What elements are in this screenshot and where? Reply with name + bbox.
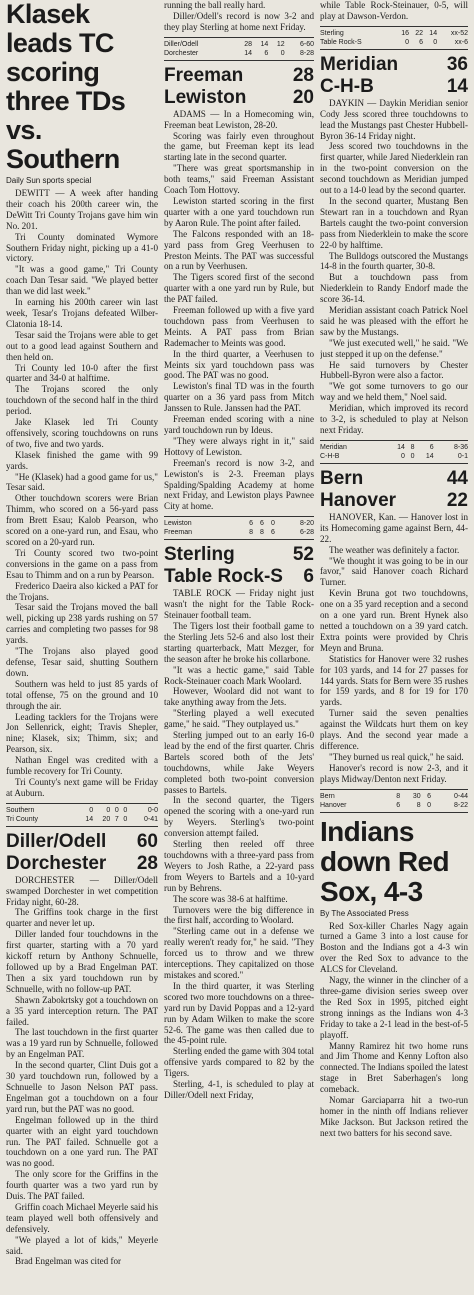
paragraph: "They were always right in it," said Hottovy of Lewiston.	[164, 435, 314, 457]
paragraph: Southern was held to just 85 yards of total offense, 75 on the ground and 10 through the air.	[6, 678, 158, 711]
paragraph: The last touchdown in the first quarter was a 19 yard run by Schnuelle, followed by an Engelman PAT.	[6, 1027, 158, 1060]
paragraph: Manny Ramirez hit two home runs and Jim Thome and Kenny Lofton also connected. The Indians spoiled the latest stage in Bret Saberhagen's long comeback.	[320, 1040, 468, 1095]
paragraph: The score was 38-6 at halftime.	[173, 893, 288, 904]
paragraph: "The Trojans also played good defense, Tesar said, shutting Southern down.	[6, 646, 158, 678]
score-cell: 0	[410, 452, 415, 460]
paragraph: Turnovers were the big difference in the first half, according to Woolard.	[164, 904, 314, 926]
paragraph: "They burned us real quick," he said.	[329, 751, 464, 762]
team-name: Lewiston	[164, 86, 247, 108]
subhead-row	[320, 490, 468, 512]
paragraph: Statistics for Hanover were 32 rushes for 103 yards, and 14 for 27 passes for 144 yards. Stats for Bern were 35 rushes for 159 yards, and 8 for 19 for 170 yards.	[320, 653, 468, 708]
table-row	[164, 49, 314, 58]
subhead-row	[320, 468, 468, 490]
score-cell: 6	[260, 520, 264, 528]
team-name: Meridian	[320, 443, 347, 451]
team-score: 28	[136, 852, 158, 874]
score-cell: 0	[123, 806, 128, 814]
paragraph: Klasek finished the game with 99 yards.	[6, 449, 158, 471]
team-score: 22	[446, 489, 468, 511]
linescore-box	[164, 516, 314, 540]
subhead-row	[164, 566, 314, 588]
paragraph: Sterling ended the game with 304 total offensive yards compared to 82 by the Tigers.	[164, 1046, 314, 1079]
team-score: 60	[136, 830, 158, 852]
score-cell: 14	[425, 452, 434, 460]
score-cell: 14	[429, 29, 438, 37]
subhead-row	[320, 76, 468, 98]
paragraph: In the second quarter, Clint Duis got a 30 yard touchdown run, followed by a Schnuelle to Jason Nelson PAT pass. Engelman got a touchdown on a four yard run, but the PAT was no good.	[6, 1060, 158, 1114]
score-cell: 22	[415, 29, 424, 37]
score-cell: 8	[396, 792, 401, 800]
paragraph: Hanover's record is now 2-3, and it plays Midway/Denton next Friday.	[320, 762, 468, 784]
paragraph: Tesar said the Trojans moved the ball well, picking up 238 yards rushing on 57 carries and completing two passes for 98 yards.	[6, 602, 158, 646]
paragraph: DEWITT — A week after handing their coach his 200th career win, the DeWitt Tri County Trojans gave him win No. 201.	[6, 188, 158, 231]
paragraph: "It was a hectic game," said Table Rock-Steinauer coach Mark Woolard.	[164, 664, 314, 686]
score-cell: 7	[114, 815, 119, 823]
team-name: Sterling	[164, 544, 235, 566]
team-score: 36	[446, 53, 468, 75]
paragraph: "He (Klasek) had a good game for us," Tesar said.	[6, 471, 158, 493]
paragraph: Sterling, 4-1, is scheduled to play at Diller/Odell next Friday,	[164, 1079, 314, 1100]
score-cell: 8	[249, 529, 254, 537]
score-cell: 6	[429, 443, 434, 451]
score-cell: 0	[89, 806, 94, 814]
team-name: Table Rock-S	[164, 566, 283, 588]
team-score: 28	[292, 64, 314, 86]
score-cell: 14	[244, 49, 252, 57]
subhead-row	[6, 831, 158, 853]
paragraph: DORCHESTER — Diller/Odell swamped Dorchester in wet competition Friday night, 60-28.	[6, 874, 158, 907]
team-name: Sterling	[320, 29, 344, 37]
linescore-box	[320, 789, 468, 813]
paragraph: DAYKIN — Daykin Meridian senior Cody Jess scored three touchdowns to lead the Mustangs past Chester Hubbell-Byron 36-14 Friday night.	[320, 97, 468, 141]
paragraph: Sterling jumped out to an early 16-0 lead by the end of the first quarter. Chris Bartels scored both of the Jets' touchdowns, while Jake Weyers completed both two-point conversion passes to Bartels.	[164, 730, 314, 795]
team-name: Tri County	[6, 815, 39, 823]
paragraph: The Bulldogs outscored the Mustangs 14-8 in the fourth quarter, 30-8.	[320, 250, 468, 272]
linescore-box	[320, 440, 468, 464]
table-row	[6, 806, 158, 815]
article-diller	[6, 875, 158, 1268]
paragraph: running the ball really hard.	[164, 0, 266, 10]
score-cell: 8	[410, 443, 415, 451]
article-indians	[320, 921, 468, 1139]
paragraph: Lewiston's final TD was in the fourth quarter on a 36 yard pass from Mitch Janssen to Rule. Janssen had the PAT.	[164, 381, 314, 414]
paragraph: Griffin coach Michael Meyerle said his team played well both offensively and defensively.	[6, 1201, 158, 1234]
paragraph: The only score for the Griffins in the fourth quarter was a two yard run by Duis. The PAT failed.	[6, 1169, 158, 1202]
table-row	[320, 801, 468, 810]
paragraph: The Falcons responded with an 18-yard pass from Greg Veerhusen to Preston Meints. The PAT was successful on a run by Veerhusen.	[164, 228, 314, 272]
score-cell: 8	[416, 801, 421, 809]
paragraph: HANOVER, Kan. — Hanover lost in its Homecoming game against Bern, 44-22.	[320, 511, 468, 544]
paragraph: Diller landed four touchdowns in the first quarter, starting with a 70 yard kickoff return by Anthony Schnuelle, followed up by a Brad Engelman PAT. Then a six yard touchdown run by Schnuelle, with no follow-up PAT.	[6, 929, 158, 994]
score-cell: 0-0	[147, 806, 158, 814]
paragraph: Turner said the seven penalties against the Wildcats hurt them on key plays. And the second year made a difference.	[320, 708, 468, 751]
score-cell: 0	[427, 801, 431, 809]
paragraph: "It was a good game," Tri County coach Dan Tesar said. "We played better than we did last week."	[6, 264, 158, 297]
paragraph: Nomar Garciaparra hit a two-run homer in the ninth off Indians reliever Mike Jackson. But Jackson retired the next two batters for his second save.	[320, 1095, 468, 1138]
paragraph: In earning his 200th career win last week, Tesar's Trojans defeated Wilber-Clatonia 18-14.	[6, 297, 158, 329]
byline: Daily Sun sports special	[6, 176, 92, 185]
article-hanover	[320, 512, 468, 785]
score-cell: 16	[401, 29, 410, 37]
team-score: 20	[292, 86, 314, 108]
team-name: Diller/Odell	[164, 40, 199, 48]
paragraph: But a touchdown pass from Niederklein to Randy Endorf made the score 36-14.	[320, 272, 468, 305]
subhead-row	[6, 853, 158, 875]
score-cell: 8	[260, 529, 264, 537]
team-name: Table Rock-S	[320, 38, 362, 46]
score-cell: 12	[276, 40, 285, 48]
subhead-row	[164, 544, 314, 566]
paragraph: Red Sox-killer Charles Nagy again turned a Game 3 into a lost cause for Boston and the Indians got a 4-3 win over the Red Sox to advance to the ALCS for Cleveland.	[320, 920, 468, 975]
score-cell: 8-28	[299, 49, 314, 57]
team-name: C-H-B	[320, 452, 340, 460]
score-cell: 6-60	[299, 40, 314, 48]
headline-klasek: Klasek leads TC scoring three TDs vs. Southern	[6, 0, 126, 174]
paragraph: Shawn Zabokrtsky got a touchdown on a 35 yard interception return. The PAT failed.	[6, 994, 158, 1027]
headline-indians: Indians down Red Sox, 4-3	[320, 815, 449, 907]
team-name: Dorchester	[164, 49, 199, 57]
team-name: Hanover	[320, 801, 347, 809]
paragraph: In the second quarter, the Tigers opened the scoring with a one-yard run by Weyers. Sterling's two-point conversion attempt failed.	[164, 795, 314, 839]
team-score: 6	[303, 566, 314, 588]
paragraph: "There was great sportsmanship in both teams," said Freeman Assistant Coach Tom Hottovy.	[164, 163, 314, 196]
paragraph: Tri County led 10-0 after the first quarter and 34-0 at halftime.	[6, 362, 158, 384]
score-cell: 30	[412, 792, 421, 800]
paragraph: Tri County dominated Wymore Southern Friday night, picking up a 41-0 victory.	[6, 231, 158, 264]
byline: By The Associated Press	[320, 908, 409, 918]
paragraph: Nagy, the winner in the clincher of a three-game division series sweep over the Red Sox in 1995, pitched eight strong innings as the Indians won 4-3 Friday to take a 2-1 lead in the best-of-5 playoff.	[320, 975, 468, 1040]
score-cell: 6	[396, 801, 401, 809]
paragraph: "Sterling came out in a defense we really weren't ready for," he said. "They forced us to throw and we threw interceptions. They capitalized on those mistakes and scored."	[164, 926, 314, 980]
score-cell: 14	[397, 443, 405, 451]
table-row	[320, 443, 468, 452]
score-cell: 0	[123, 815, 128, 823]
score-cell: 8-22	[453, 801, 468, 809]
score-cell: 0-1	[457, 452, 468, 460]
paragraph: Meridian assistant coach Patrick Noel said he was pleased with the effort he saw by the Mustangs.	[320, 305, 468, 337]
paragraph: Tesar said the Trojans were able to get out to a good lead against Southern and then held on.	[6, 329, 158, 362]
score-cell: 8-20	[299, 520, 314, 528]
paragraph: The Trojans scored the only touchdown of the second half in the third period.	[6, 384, 158, 417]
team-name: Southern	[6, 806, 35, 814]
article-sterling	[164, 588, 314, 1101]
score-cell: 6	[249, 520, 254, 528]
team-name: Lewiston	[164, 520, 192, 528]
table-row	[164, 519, 314, 528]
score-cell: 0-44	[453, 792, 468, 800]
paragraph: Other touchdown scorers were Brian Thimm, who scored on a 56-yard pass from Brett Esau; Kalob Pearson, who scored on a one-yard run, and Esau, who scored on a 20-yard run.	[6, 493, 158, 547]
score-cell: 0-41	[143, 815, 158, 823]
paragraph: while Table Rock-Steinauer, 0-5, will play at Dawson-Verdon.	[320, 0, 468, 21]
score-cell: xx-52	[450, 29, 468, 37]
paragraph: Freeman ended scoring with a nine yard touchdown run by Ideus.	[164, 414, 314, 435]
paragraph: Freeman's record is now 3-2, and Lewiston's is 2-3. Freeman plays Spalding/Spalding Academy at home next Friday, and Lewiston plays Pawnee City at home.	[164, 457, 314, 512]
paragraph: Tri County's next game will be Friday at Auburn.	[6, 776, 158, 798]
linescore-box	[6, 803, 158, 827]
subhead-row	[164, 65, 314, 87]
score-cell: 28	[244, 40, 252, 48]
paragraph: Jess scored two touchdowns in the first quarter, while Jared Niederklein ran in the two-point conversion on the second touchdown as Meridian jumped out to a 14-0 lead by the second quarter.	[320, 141, 468, 196]
paragraph: Tri County scored two two-point conversions in the game on a pass from Esau to Thimm and on a run by Pearson.	[6, 547, 158, 580]
linescore-box	[320, 26, 468, 50]
team-score: 44	[446, 467, 468, 489]
team-score: 52	[292, 544, 314, 566]
paragraph: He said turnovers by Chester Hubbell-Byron were also a factor.	[320, 359, 468, 381]
score-cell: 14	[260, 40, 269, 48]
article-meridian	[320, 98, 468, 436]
score-cell: 0	[433, 38, 438, 46]
paragraph: Diller/Odell's record is now 3-2 and they play Sterling at home next Friday.	[164, 10, 314, 32]
paragraph: Meridian, which improved its record to 3-2, is scheduled to play at Nelson next Friday.	[320, 403, 468, 435]
paragraph: "We got some turnovers to go our way and we held them," Noel said.	[320, 381, 468, 403]
paragraph: Lewiston started scoring in the first quarter with a one yard touchdown run by Aaron Rule. The point after failed.	[164, 195, 314, 228]
column-1	[6, 0, 158, 1267]
score-cell: 0	[270, 520, 275, 528]
score-cell: 0	[401, 452, 405, 460]
score-cell: 20	[102, 815, 111, 823]
team-name: C-H-B	[320, 75, 374, 97]
score-cell: 14	[85, 815, 94, 823]
paragraph: The weather was definitely a factor.	[329, 544, 460, 555]
team-name: Diller/Odell	[6, 830, 107, 852]
paragraph: In the third quarter, it was Sterling scored two more touchdowns on a three-yard run by David Poppas and a 12-yard run by Adam Wilken to make the score 52-6. The game was then called due to the 45-point rule.	[164, 980, 314, 1046]
paragraph: "We played a lot of kids," Meyerle said.	[6, 1234, 158, 1256]
paragraph: The Griffins took charge in the first quarter and never let up.	[6, 907, 158, 929]
paragraph: Leading tacklers for the Trojans were Jon Sellenrick, eight; Travis Shepler, nine; Klasek, six; Thimm, six; and Pearson, six.	[6, 711, 158, 755]
score-cell: 0	[114, 806, 119, 814]
paragraph: "We just executed well," he said. "We just stepped it up on the defense."	[320, 337, 468, 359]
score-cell: xx-6	[454, 38, 468, 46]
table-row	[164, 40, 314, 49]
team-name: Hanover	[320, 489, 397, 511]
score-cell: 6	[264, 49, 269, 57]
paragraph: Nathan Engel was credited with a fumble recovery for Tri County.	[6, 755, 158, 777]
paragraph: Brad Engelman was cited for	[15, 1256, 122, 1267]
table-row	[320, 38, 468, 47]
paragraph: Kevin Bruna got two touchdowns, one on a 35 yard reception and a second on a one yard run. Brent Hynek also netted a touchdown on a 39 yard catch. Extra points were provided by Chris Meyn and Bruna.	[320, 588, 468, 653]
team-name: Dorchester	[6, 852, 107, 874]
team-name: Bern	[320, 792, 335, 800]
subhead-row	[164, 87, 314, 109]
table-row	[320, 29, 468, 38]
paragraph: In the third quarter, a Veerhusen to Meints six yard touchdown pass was good. The PAT was no good.	[164, 348, 314, 381]
team-name: Meridian	[320, 53, 399, 75]
paragraph: Frederico Daeira also kicked a PAT for the Trojans.	[6, 580, 158, 602]
table-row	[6, 815, 158, 824]
paragraph: Sterling then reeled off three touchdowns with a three-yard pass from Weyers to Josh Rathe, a 22-yard pass from Weyers to Bartels and a 10-yard run by Behrens.	[164, 839, 314, 893]
score-cell: 6	[270, 529, 275, 537]
paragraph: "Sterling played a well executed game," he said. "They outplayed us."	[164, 708, 314, 730]
score-cell: 0	[405, 38, 410, 46]
paragraph: Scoring was fairly even throughout the game, but Freeman kept its lead starting late in the second quarter.	[164, 130, 314, 163]
table-row	[320, 452, 468, 461]
score-cell: 6-28	[299, 529, 314, 537]
subhead-row	[320, 54, 468, 76]
linescore-box	[164, 37, 314, 61]
paragraph: However, Woolard did not want to take anything away from the Jets.	[164, 686, 314, 708]
score-cell: 0	[280, 49, 285, 57]
column-3	[320, 0, 468, 1139]
paragraph: In the second quarter, Mustang Ben Stewart ran in a touchdown and Ryan Bartels caught the two-point conversion pass from Niederklein to make the score 22-0 by halftime.	[320, 195, 468, 250]
team-name: Freeman	[164, 529, 193, 537]
paragraph: The Tigers scored first of the second quarter with a one yard run by Rule, but the PAT failed.	[164, 272, 314, 305]
paragraph: Engelman followed up in the third quarter with an eight yard touchdown run. The PAT failed. Schnuelle got a touchdown on a one yard run. The PAT was no good.	[6, 1114, 158, 1169]
table-row	[320, 792, 468, 801]
score-cell: 0	[106, 806, 111, 814]
article-freeman	[164, 109, 314, 513]
team-name: Bern	[320, 467, 364, 489]
paragraph: TABLE ROCK — Friday night just wasn't the night for the Table Rock-Steinauer football team.	[164, 588, 314, 621]
table-row	[164, 528, 314, 537]
score-cell: 8-36	[453, 443, 468, 451]
score-cell: 6	[419, 38, 424, 46]
team-name: Freeman	[164, 64, 244, 86]
paragraph: "We thought it was going to be in our favor," said Hanover coach Richard Turner.	[320, 555, 468, 588]
paragraph: Freeman followed up with a five yard touchdown pass from Veerhusen to Meints. A PAT pass from Brian Rademacher to Meints was good.	[164, 305, 314, 348]
paragraph: The Tigers lost their football game to the Sterling Jets 52-6 and also lost their starting quarterback, Matt Mezger, for the season after he broke his collarbone.	[164, 620, 314, 664]
paragraph: Jake Klasek led Tri County offensively, scoring touchdowns on runs of two, five and two yards.	[6, 417, 158, 449]
score-cell: 6	[427, 792, 431, 800]
team-score: 14	[446, 75, 468, 97]
paragraph: ADAMS — In a Homecoming win, Freeman beat Lewiston, 28-20.	[164, 108, 314, 130]
column-2	[164, 0, 314, 1101]
article-tri-county	[6, 188, 158, 799]
